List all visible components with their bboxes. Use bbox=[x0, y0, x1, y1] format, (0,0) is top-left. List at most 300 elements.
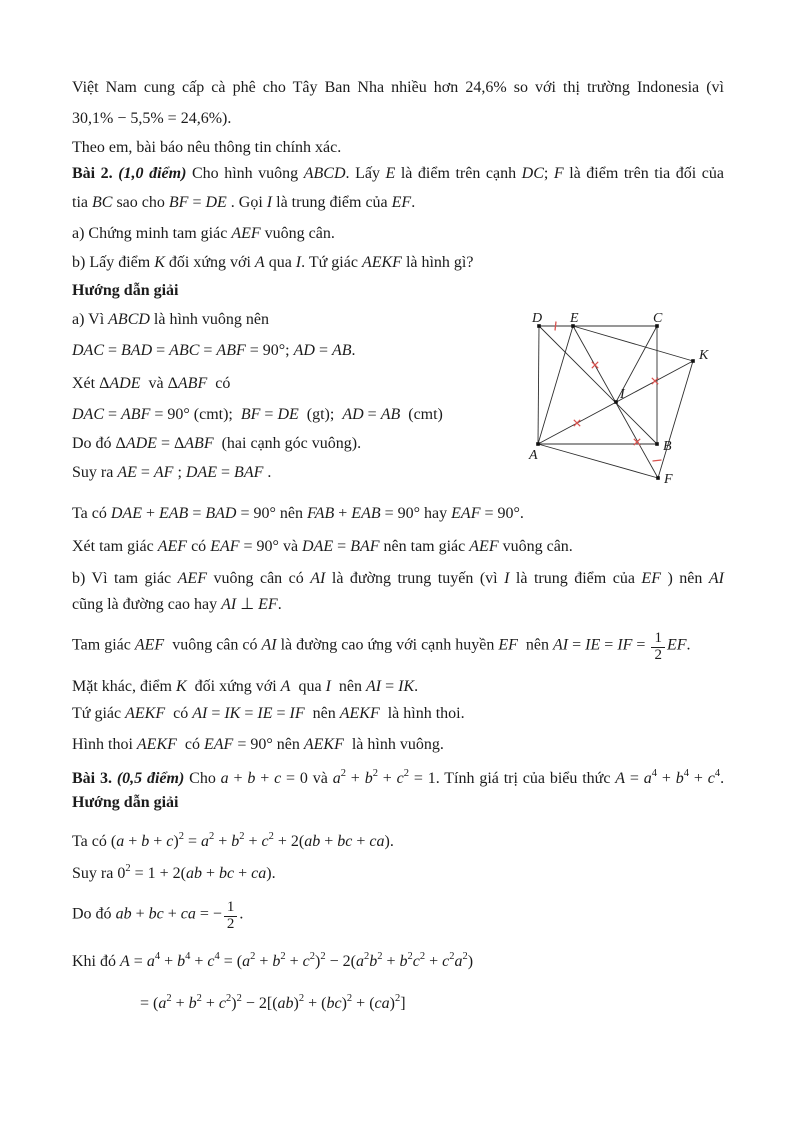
text-segment: Tứ giác bbox=[72, 705, 126, 722]
text-segment: ABF bbox=[121, 406, 151, 423]
text-segment: AI bbox=[366, 678, 382, 695]
text-segment: 2 bbox=[394, 993, 401, 1004]
text-segment: = 90° nên bbox=[236, 505, 307, 522]
text-segment: = 0 và bbox=[281, 770, 333, 787]
text-segment: nên bbox=[330, 678, 366, 695]
text-segment: = bbox=[152, 342, 170, 359]
text-segment: ) bbox=[173, 833, 179, 850]
text-segment: I bbox=[504, 570, 510, 587]
text-segment: c bbox=[396, 770, 404, 787]
text-segment: b bbox=[177, 953, 186, 970]
text-segment: ABCD bbox=[108, 311, 150, 328]
text-segment: ca bbox=[369, 833, 385, 850]
text-segment: = bbox=[625, 770, 644, 787]
text-segment: + bbox=[163, 905, 181, 923]
text-segment: AF bbox=[153, 464, 174, 481]
text-segment: 2 bbox=[372, 768, 378, 779]
text-segment: là hình gì? bbox=[401, 254, 474, 271]
text-segment: ) bbox=[341, 995, 347, 1012]
text-segment: bc bbox=[326, 995, 342, 1012]
text-segment: ) nên bbox=[660, 570, 709, 587]
text-segment: c bbox=[207, 953, 215, 970]
text-line bbox=[72, 280, 179, 302]
text-segment: BF bbox=[240, 406, 261, 423]
text-segment: (0,5 điểm) bbox=[116, 770, 185, 787]
text-segment: + 2( bbox=[273, 833, 305, 850]
text-segment: AEKF bbox=[303, 736, 344, 753]
text-segment: = bbox=[381, 678, 399, 695]
text-segment: Hình thoi bbox=[72, 736, 137, 753]
text-segment: . bbox=[239, 905, 244, 923]
congruence-tick-mark bbox=[555, 322, 556, 331]
text-line bbox=[72, 631, 691, 664]
text-segment: a bbox=[146, 953, 155, 970]
text-segment: + bbox=[377, 770, 397, 787]
text-segment: = ( bbox=[140, 995, 159, 1012]
text-segment: = bbox=[568, 636, 586, 654]
text-segment: (cmt) bbox=[400, 406, 443, 423]
text-segment: BAF bbox=[350, 538, 380, 555]
text-segment: DAE bbox=[185, 464, 218, 481]
text-segment: ) bbox=[467, 953, 474, 970]
text-segment: 2 bbox=[208, 831, 215, 842]
text-segment: a bbox=[220, 770, 229, 787]
figure-label-I: I bbox=[620, 387, 625, 402]
text-segment: AEKF bbox=[136, 736, 177, 753]
text-segment: DAC bbox=[72, 342, 104, 359]
text-line bbox=[72, 192, 415, 214]
text-line bbox=[72, 703, 465, 725]
text-line bbox=[72, 763, 724, 790]
text-segment: tia bbox=[72, 194, 92, 211]
text-line bbox=[72, 858, 276, 885]
text-segment: AI bbox=[192, 705, 208, 722]
text-segment: = bbox=[632, 636, 650, 654]
text-segment: AB bbox=[380, 406, 401, 423]
text-segment: ABF bbox=[177, 375, 208, 392]
text-line bbox=[72, 594, 282, 616]
text-segment: 2 bbox=[419, 951, 426, 962]
text-segment: I bbox=[266, 194, 273, 211]
text-segment: AEF bbox=[157, 538, 188, 555]
text-segment: = 90°; bbox=[245, 342, 294, 359]
text-segment: ab bbox=[115, 905, 132, 923]
congruence-tick-mark bbox=[653, 460, 662, 461]
text-segment: DC bbox=[521, 165, 544, 182]
text-segment: ) bbox=[293, 995, 299, 1012]
text-segment: AB bbox=[331, 342, 352, 359]
text-segment: IE bbox=[257, 705, 273, 722]
text-segment: ; bbox=[543, 165, 554, 182]
text-segment: a bbox=[332, 770, 341, 787]
text-segment: EF bbox=[666, 636, 687, 654]
text-segment: = bbox=[260, 406, 278, 423]
text-segment: ABCD bbox=[303, 165, 346, 182]
text-segment: a bbox=[454, 953, 463, 970]
text-segment: + bbox=[244, 833, 262, 850]
text-segment: K bbox=[175, 678, 187, 695]
text-segment: EF bbox=[258, 596, 278, 613]
text-segment: ) bbox=[231, 995, 237, 1012]
text-segment: c bbox=[442, 953, 450, 970]
text-segment: bc bbox=[218, 865, 235, 882]
text-segment: I bbox=[325, 678, 331, 695]
figure-edge-AE bbox=[538, 326, 573, 444]
text-segment: = bbox=[272, 705, 290, 722]
text-segment: 2 bbox=[226, 993, 232, 1004]
text-line bbox=[72, 340, 356, 362]
text-segment: = − bbox=[195, 905, 222, 923]
text-segment: Mặt khác, điểm bbox=[72, 678, 176, 695]
text-segment: EAB bbox=[351, 505, 381, 522]
text-segment: là trung điểm của bbox=[509, 570, 642, 587]
text-segment: . bbox=[686, 636, 691, 654]
text-segment: c bbox=[261, 833, 269, 850]
text-segment: b bbox=[231, 833, 240, 850]
text-segment: BC bbox=[92, 194, 113, 211]
text-segment: DE bbox=[205, 194, 227, 211]
text-segment: 4 bbox=[714, 768, 721, 779]
text-segment: AEKF bbox=[361, 254, 402, 271]
text-segment: Bài 2. bbox=[72, 165, 119, 182]
text-line bbox=[72, 433, 361, 455]
text-line bbox=[72, 792, 179, 814]
text-segment: . bbox=[414, 678, 419, 695]
text-segment: có bbox=[207, 375, 231, 392]
text-segment: ). bbox=[384, 833, 394, 850]
text-segment: a) Vì bbox=[72, 311, 109, 328]
text-segment: . bbox=[411, 194, 416, 211]
text-segment: có bbox=[187, 538, 211, 555]
text-line bbox=[72, 223, 335, 245]
text-segment: = 1. Tính giá trị của biểu thức bbox=[409, 770, 616, 787]
text-segment: IF bbox=[289, 705, 305, 722]
text-segment: 2 bbox=[125, 863, 131, 874]
text-segment: là hình vuông. bbox=[343, 736, 444, 753]
text-segment: A bbox=[120, 953, 130, 970]
text-segment: AD bbox=[342, 406, 364, 423]
text-segment: + bbox=[657, 770, 676, 787]
text-segment: = 90° và bbox=[239, 538, 303, 555]
figure-edge-DB bbox=[539, 326, 657, 444]
text-segment: = bbox=[188, 194, 206, 211]
text-line bbox=[72, 946, 473, 973]
text-segment: vuông cân. bbox=[260, 225, 335, 242]
figure-point-A bbox=[536, 442, 540, 446]
text-segment: là đường cao ứng với cạnh huyền bbox=[276, 636, 499, 654]
text-segment: a) Chứng minh tam giác bbox=[72, 225, 232, 242]
text-segment: AEF bbox=[177, 570, 207, 587]
text-segment: vuông cân có bbox=[164, 636, 262, 654]
figure-label-A: A bbox=[529, 448, 538, 463]
figure-edge-DA bbox=[538, 326, 539, 444]
text-segment: AD bbox=[293, 342, 315, 359]
text-line bbox=[72, 108, 231, 130]
fraction: $\frac{1}{2}$ bbox=[224, 900, 238, 933]
text-segment: Ta có ( bbox=[72, 833, 117, 850]
text-segment: Ta có bbox=[72, 505, 111, 522]
text-segment: c bbox=[412, 953, 420, 970]
text-segment: + bbox=[285, 953, 303, 970]
text-segment: Việt Nam cung cấp cà phê cho Tây Ban Nha nhiều hơn 24,6% so với thị trường Indonesia (vì bbox=[72, 79, 724, 96]
text-segment: F bbox=[553, 165, 564, 182]
text-segment: K bbox=[154, 254, 165, 271]
text-segment: nên bbox=[517, 636, 554, 654]
text-segment: (hai cạnh góc vuông). bbox=[213, 435, 362, 452]
text-segment: ⊥ bbox=[236, 596, 259, 613]
text-segment: Xét Δ bbox=[72, 375, 110, 392]
figure-point-K bbox=[691, 359, 695, 363]
text-segment: . bbox=[351, 342, 356, 359]
text-segment: 2 bbox=[346, 993, 353, 1004]
text-segment: 2 bbox=[280, 951, 286, 962]
text-segment: a bbox=[242, 953, 251, 970]
text-segment: 4 bbox=[683, 768, 689, 779]
text-segment: = bbox=[363, 406, 381, 423]
text-line bbox=[72, 462, 271, 484]
text-segment: 4 bbox=[154, 951, 161, 962]
text-segment: I bbox=[295, 254, 302, 271]
text-segment: + bbox=[352, 833, 370, 850]
text-segment: = 90° (cmt); bbox=[150, 406, 241, 423]
text-segment: Do đó bbox=[72, 905, 116, 923]
text-segment: ADE bbox=[125, 435, 157, 452]
text-segment: qua bbox=[264, 254, 296, 271]
text-segment: + bbox=[255, 770, 275, 787]
text-segment: bc bbox=[337, 833, 353, 850]
text-segment: = bbox=[207, 705, 225, 722]
figure-label-C: C bbox=[653, 311, 663, 326]
text-segment: EF bbox=[391, 194, 412, 211]
text-segment: ADE bbox=[109, 375, 141, 392]
text-segment: + bbox=[214, 833, 232, 850]
text-segment: + bbox=[234, 865, 252, 882]
text-segment: BF bbox=[168, 194, 189, 211]
text-segment: b bbox=[369, 953, 378, 970]
text-segment: A bbox=[280, 678, 291, 695]
text-segment: ABF bbox=[216, 342, 246, 359]
text-segment: c bbox=[166, 833, 174, 850]
text-segment: FAB bbox=[307, 505, 335, 522]
text-segment: ABF bbox=[184, 435, 214, 452]
text-segment: + bbox=[124, 833, 142, 850]
text-segment: 4 bbox=[651, 768, 658, 779]
text-segment: ab bbox=[304, 833, 321, 850]
text-segment: ca bbox=[180, 905, 196, 923]
text-line bbox=[72, 77, 724, 99]
text-segment: = ( bbox=[219, 953, 243, 970]
text-segment: ). bbox=[266, 865, 276, 882]
text-segment: đối xứng với bbox=[164, 254, 255, 271]
text-segment: b bbox=[188, 995, 197, 1012]
text-segment: AE bbox=[117, 464, 137, 481]
text-segment: là hình vuông nên bbox=[149, 311, 270, 328]
text-segment: 2 bbox=[449, 951, 455, 962]
text-segment: b bbox=[364, 770, 373, 787]
text-segment: + bbox=[171, 995, 189, 1012]
text-segment: = 1 + 2( bbox=[130, 865, 186, 882]
text-segment: Suy ra 0 bbox=[72, 865, 126, 882]
text-segment: IK bbox=[398, 678, 415, 695]
text-segment: AI bbox=[310, 570, 326, 587]
text-line bbox=[72, 826, 394, 853]
text-segment: Tam giác bbox=[72, 636, 135, 654]
text-segment: 2 bbox=[298, 993, 305, 1004]
text-segment: 2 bbox=[196, 993, 202, 1004]
text-segment: c bbox=[274, 770, 282, 787]
text-segment: ) bbox=[315, 953, 321, 970]
text-segment: EF bbox=[641, 570, 661, 587]
text-segment: 2 bbox=[178, 831, 184, 842]
text-segment: − 2( bbox=[325, 953, 356, 970]
text-segment: . Gọi bbox=[226, 194, 267, 211]
figure-label-D: D bbox=[532, 311, 543, 326]
figure-point-I bbox=[614, 400, 618, 404]
text-line bbox=[140, 988, 406, 1015]
text-segment: ] bbox=[400, 995, 406, 1012]
text-segment: Khi đó bbox=[72, 953, 120, 970]
text-segment: EAF bbox=[210, 538, 240, 555]
text-segment: c bbox=[302, 953, 310, 970]
text-line bbox=[72, 252, 473, 274]
text-segment: AI bbox=[221, 596, 237, 613]
text-segment: BAD bbox=[205, 505, 237, 522]
text-segment: a bbox=[116, 833, 125, 850]
text-segment: qua bbox=[290, 678, 326, 695]
text-segment: a bbox=[643, 770, 652, 787]
figure-edge-KF bbox=[658, 361, 693, 478]
text-segment: Hướng dẫn giải bbox=[72, 282, 179, 299]
text-segment: AI bbox=[261, 636, 277, 654]
text-segment: . bbox=[263, 464, 272, 481]
text-segment: = bbox=[217, 464, 235, 481]
text-segment: ab bbox=[277, 995, 294, 1012]
text-segment: DAC bbox=[72, 406, 104, 423]
text-segment: + bbox=[190, 953, 208, 970]
text-segment: AEF bbox=[134, 636, 165, 654]
text-segment: b bbox=[247, 770, 256, 787]
text-segment: + ( bbox=[352, 995, 375, 1012]
figure-label-K: K bbox=[699, 348, 709, 363]
text-segment: DE bbox=[277, 406, 299, 423]
text-segment: = 90° nên bbox=[233, 736, 304, 753]
text-segment: a bbox=[200, 833, 209, 850]
text-segment: = bbox=[104, 406, 122, 423]
text-segment: = 90° hay bbox=[380, 505, 452, 522]
text-segment: EAF bbox=[451, 505, 481, 522]
text-segment: 2 bbox=[166, 993, 172, 1004]
text-segment: 2 bbox=[403, 768, 410, 779]
text-segment: b) Lấy điểm bbox=[72, 254, 155, 271]
text-segment: 30,1% − 5,5% = 24,6%). bbox=[72, 110, 232, 127]
text-segment: + bbox=[149, 833, 167, 850]
text-segment: b) Vì tam giác bbox=[72, 570, 178, 587]
text-segment: DAE bbox=[302, 538, 334, 555]
text-segment: + bbox=[320, 833, 338, 850]
text-segment: 2 bbox=[340, 768, 346, 779]
text-segment: = bbox=[333, 538, 351, 555]
fraction: $\frac{1}{2}$ bbox=[651, 631, 665, 664]
text-line bbox=[72, 373, 230, 395]
text-segment: AI bbox=[708, 570, 724, 587]
text-segment: cũng là đường cao hay bbox=[72, 596, 222, 613]
text-segment: DAE bbox=[110, 505, 142, 522]
text-segment: . Tứ giác bbox=[301, 254, 362, 271]
text-segment: = bbox=[600, 636, 618, 654]
text-segment: sao cho bbox=[112, 194, 169, 211]
text-segment: 2 bbox=[268, 831, 274, 842]
text-segment: Bài 3. bbox=[72, 770, 117, 787]
text-line bbox=[72, 568, 724, 590]
text-segment: b bbox=[399, 953, 408, 970]
text-segment: = bbox=[314, 342, 332, 359]
text-segment: ABC bbox=[169, 342, 200, 359]
text-segment: ) bbox=[389, 995, 395, 1012]
text-segment: = Δ bbox=[156, 435, 185, 452]
text-segment: c bbox=[707, 770, 715, 787]
text-segment: 4 bbox=[214, 951, 220, 962]
text-segment: + ( bbox=[304, 995, 327, 1012]
text-segment: = bbox=[199, 342, 217, 359]
text-segment: + bbox=[141, 505, 159, 522]
text-segment: là trung điểm của bbox=[272, 194, 392, 211]
text-segment: BAD bbox=[121, 342, 153, 359]
text-segment: + bbox=[201, 865, 219, 882]
text-segment: (gt); bbox=[298, 406, 343, 423]
text-segment: 2 bbox=[462, 951, 468, 962]
text-segment: Cho hình vuông bbox=[186, 165, 304, 182]
text-segment: IE bbox=[585, 636, 601, 654]
figure-label-F: F bbox=[664, 472, 673, 487]
text-segment: A bbox=[254, 254, 265, 271]
text-line bbox=[72, 676, 418, 698]
text-segment: AEF bbox=[231, 225, 261, 242]
text-segment: Hướng dẫn giải bbox=[72, 794, 179, 811]
text-segment: (1,0 điểm) bbox=[118, 165, 187, 182]
text-segment: Theo em, bài báo nêu thông tin chính xác. bbox=[72, 139, 342, 156]
text-segment: vuông cân có bbox=[206, 570, 311, 587]
text-segment: 2 bbox=[250, 951, 256, 962]
text-segment: Suy ra bbox=[72, 464, 118, 481]
text-segment: EAF bbox=[204, 736, 234, 753]
text-segment: IK bbox=[224, 705, 241, 722]
text-segment: nên bbox=[304, 705, 340, 722]
text-line bbox=[72, 900, 243, 933]
text-segment: là điểm trên cạnh bbox=[395, 165, 522, 182]
text-line bbox=[72, 404, 443, 426]
text-segment: − 2[( bbox=[241, 995, 278, 1012]
text-segment: b bbox=[272, 953, 281, 970]
text-segment: nên tam giác bbox=[379, 538, 470, 555]
text-line bbox=[72, 163, 724, 185]
text-segment: 2 bbox=[236, 993, 242, 1004]
text-segment: c bbox=[218, 995, 227, 1012]
text-segment: a bbox=[355, 953, 364, 970]
text-segment: BAF bbox=[234, 464, 264, 481]
text-line bbox=[72, 503, 524, 525]
text-segment: vuông cân. bbox=[498, 538, 573, 555]
text-line bbox=[72, 734, 444, 756]
text-segment: = bbox=[104, 342, 122, 359]
text-segment: = bbox=[129, 953, 147, 970]
text-segment: 2 bbox=[407, 951, 413, 962]
text-segment: E bbox=[385, 165, 396, 182]
text-segment: a bbox=[158, 995, 167, 1012]
figure-label-E: E bbox=[570, 311, 579, 326]
text-segment: AEKF bbox=[125, 705, 166, 722]
figure-point-B bbox=[655, 442, 659, 446]
text-segment: + bbox=[160, 953, 178, 970]
